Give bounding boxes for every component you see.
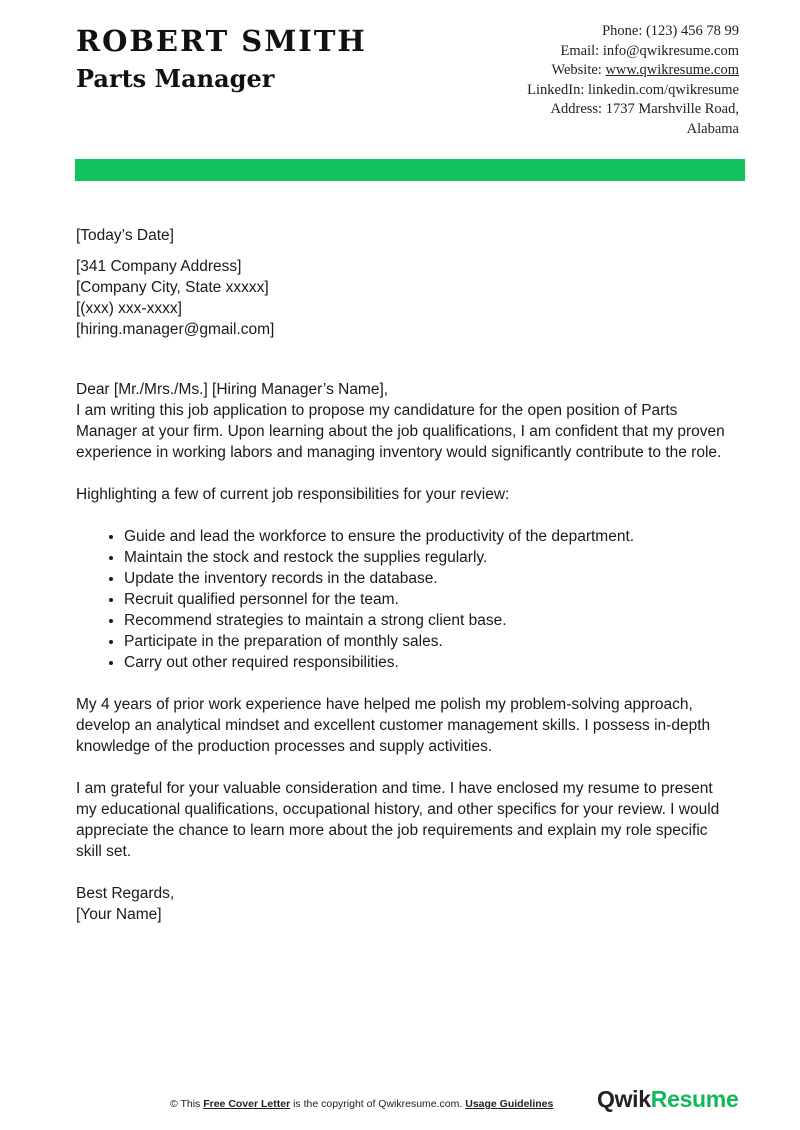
list-item: • Participate in the preparation of monthly sales. [124,631,736,652]
contact-website-label: Website: [551,62,606,78]
qwikresume-logo [597,1086,738,1113]
recipient-line: [(xxx) xxx-xxxx] [76,300,182,317]
applicant-name: ROBERT SMITH [76,24,367,58]
list-item: • Recommend strategies to maintain a strong client base. [124,610,736,631]
intro-paragraph: I am writing this job application to propose my candidature for the open position of Parts Manager at your firm. Upon learning about the job qualifications, I am confident that my proven experience in working labors and managing inventory would significantly contribute to the role. [76,402,725,461]
letter-body [76,225,736,925]
responsibilities-list [76,526,736,673]
header-divider-bar [75,159,745,181]
greeting: Dear [Mr./Mrs./Ms.] [Hiring Manager’s Name], [76,381,389,398]
closing-paragraph: I am grateful for your valuable consideration and time. I have enclosed my resume to present my educational qualifications, occupational history, and other specifics for your review. I would appreciate the chance to learn more about the job requirements and explain my role specific skill set. [76,780,720,860]
footer-prefix: © This [170,1098,204,1110]
footer-middle: is the copyright of Qwikresume.com. [290,1098,466,1110]
applicant-role: Parts Manager [76,64,275,93]
contact-address-line1: Address: 1737 Marshville Road, [550,101,739,117]
letter-date: [Today’s Date] [76,227,174,244]
list-intro: Highlighting a few of current job responsibilities for your review: [76,486,510,503]
contact-email: Email: info@qwikresume.com [560,42,739,59]
contact-address-line2: Alabama [686,120,739,137]
signoff: Best Regards, [76,885,175,902]
website-link[interactable]: www.qwikresume.com [605,62,739,78]
recipient-line: [341 Company Address] [76,258,242,275]
contact-phone: Phone: (123) 456 78 99 [602,23,739,39]
logo-part-qwik: Qwik [597,1086,651,1112]
list-item: • Carry out other required responsibilities. [124,652,736,673]
recipient-line: [Company City, State xxxxx] [76,279,269,296]
free-cover-letter-link[interactable]: Free Cover Letter [203,1098,291,1110]
recipient-address [76,256,736,340]
list-item: • Guide and lead the workforce to ensure the productivity of the department. [124,526,736,547]
experience-paragraph: My 4 years of prior work experience have helped me polish my problem-solving approach, develop an analytical mindset and excellent customer management skills. I possess in-depth knowledge of the production processes and supply activities. [76,696,711,755]
footer-copyright [170,1098,553,1110]
usage-guidelines-link[interactable]: Usage Guidelines [465,1098,554,1110]
logo-part-resume: Resume [650,1086,739,1112]
list-item: • Maintain the stock and restock the supplies regularly. [124,547,736,568]
list-item: • Recruit qualified personnel for the team. [124,589,736,610]
signature: [Your Name] [76,906,162,923]
recipient-line: [hiring.manager@gmail.com] [76,321,275,338]
list-item: • Update the inventory records in the database. [124,568,736,589]
contact-linkedin: LinkedIn: linkedin.com/qwikresume [527,81,739,98]
contact-website [527,61,739,81]
contact-block [527,22,739,139]
